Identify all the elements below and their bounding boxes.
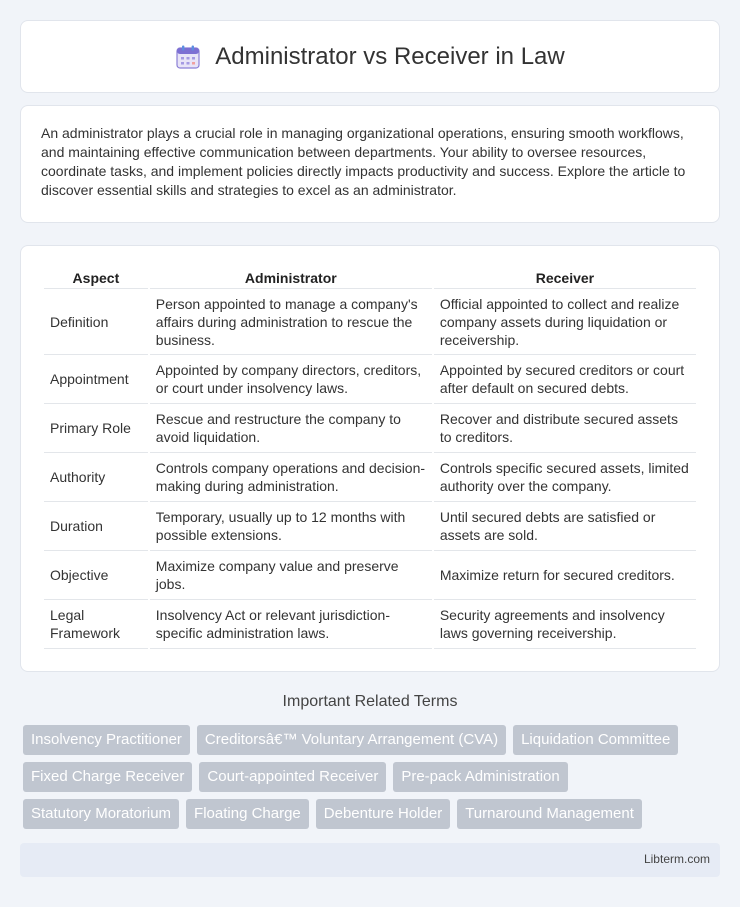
related-terms-title: Important Related Terms	[282, 693, 458, 710]
tag-pre-pack-administration[interactable]: Pre-pack Administration	[393, 762, 567, 792]
table-row	[44, 355, 696, 404]
header-administrator: Administrator	[150, 266, 432, 289]
receiver-cell: Appointed by secured creditors or court after default on secured debts.	[434, 355, 696, 404]
administrator-cell: Person appointed to manage a company's affairs during administration to rescue the business.	[150, 289, 432, 355]
administrator-cell: Controls company operations and decision-making during administration.	[150, 453, 432, 502]
tag-row	[23, 725, 723, 755]
aspect-cell: Appointment	[44, 355, 148, 404]
administrator-cell: Temporary, usually up to 12 months with possible extensions.	[150, 502, 432, 551]
footer	[20, 843, 720, 877]
tag-court-appointed-receiver[interactable]: Court-appointed Receiver	[199, 762, 386, 792]
administrator-cell: Insolvency Act or relevant jurisdiction-specific administration laws.	[150, 600, 432, 649]
header-aspect: Aspect	[44, 266, 148, 289]
aspect-cell: Objective	[44, 551, 148, 600]
intro-card	[20, 105, 720, 223]
tag-row	[23, 762, 723, 792]
administrator-cell: Rescue and restructure the company to avoid liquidation.	[150, 404, 432, 453]
tag-cva[interactable]: Creditorsâ€™ Voluntary Arrangement (CVA)	[197, 725, 506, 755]
receiver-cell: Security agreements and insolvency laws governing receivership.	[434, 600, 696, 649]
administrator-cell: Maximize company value and preserve jobs.	[150, 551, 432, 600]
receiver-cell: Controls specific secured assets, limited authority over the company.	[434, 453, 696, 502]
aspect-cell: Primary Role	[44, 404, 148, 453]
receiver-cell: Official appointed to collect and realize company assets during liquidation or receivership.	[434, 289, 696, 355]
calendar-icon	[175, 44, 201, 70]
tag-debenture-holder[interactable]: Debenture Holder	[316, 799, 450, 829]
aspect-cell: Definition	[44, 289, 148, 355]
aspect-cell: Duration	[44, 502, 148, 551]
intro-text: An administrator plays a crucial role in managing organizational operations, ensuring smooth workflows, and maintaining effective communication between departments. Your ability to oversee resources, coordinate tasks, and implement policies directly impacts productivity and success. Explore the article to discover essential skills and strategies to excel as an administrator.	[41, 125, 686, 198]
title-wrap	[175, 43, 564, 71]
page-title: Administrator vs Receiver in Law	[215, 42, 565, 70]
header-receiver: Receiver	[434, 266, 696, 289]
tag-turnaround-management[interactable]: Turnaround Management	[457, 799, 642, 829]
table-row	[44, 404, 696, 453]
footer-brand-link[interactable]: Libterm.com	[643, 852, 710, 866]
tag-liquidation-committee[interactable]: Liquidation Committee	[513, 725, 678, 755]
related-terms-list	[23, 725, 723, 836]
comparison-table	[42, 266, 698, 649]
table-row	[44, 502, 696, 551]
table-row	[44, 453, 696, 502]
aspect-cell: Authority	[44, 453, 148, 502]
table-row	[44, 551, 696, 600]
administrator-cell: Appointed by company directors, creditors, or court under insolvency laws.	[150, 355, 432, 404]
tag-floating-charge[interactable]: Floating Charge	[186, 799, 309, 829]
receiver-cell: Maximize return for secured creditors.	[434, 551, 696, 600]
receiver-cell: Recover and distribute secured assets to creditors.	[434, 404, 696, 453]
table-row	[44, 600, 696, 649]
receiver-cell: Until secured debts are satisfied or assets are sold.	[434, 502, 696, 551]
comparison-table-card	[20, 245, 720, 672]
table-row	[44, 289, 696, 355]
tag-fixed-charge-receiver[interactable]: Fixed Charge Receiver	[23, 762, 192, 792]
tag-statutory-moratorium[interactable]: Statutory Moratorium	[23, 799, 179, 829]
tag-row	[23, 799, 723, 829]
tag-insolvency-practitioner[interactable]: Insolvency Practitioner	[23, 725, 190, 755]
header-card	[20, 20, 720, 93]
table-header-row	[44, 266, 696, 289]
aspect-cell: Legal Framework	[44, 600, 148, 649]
